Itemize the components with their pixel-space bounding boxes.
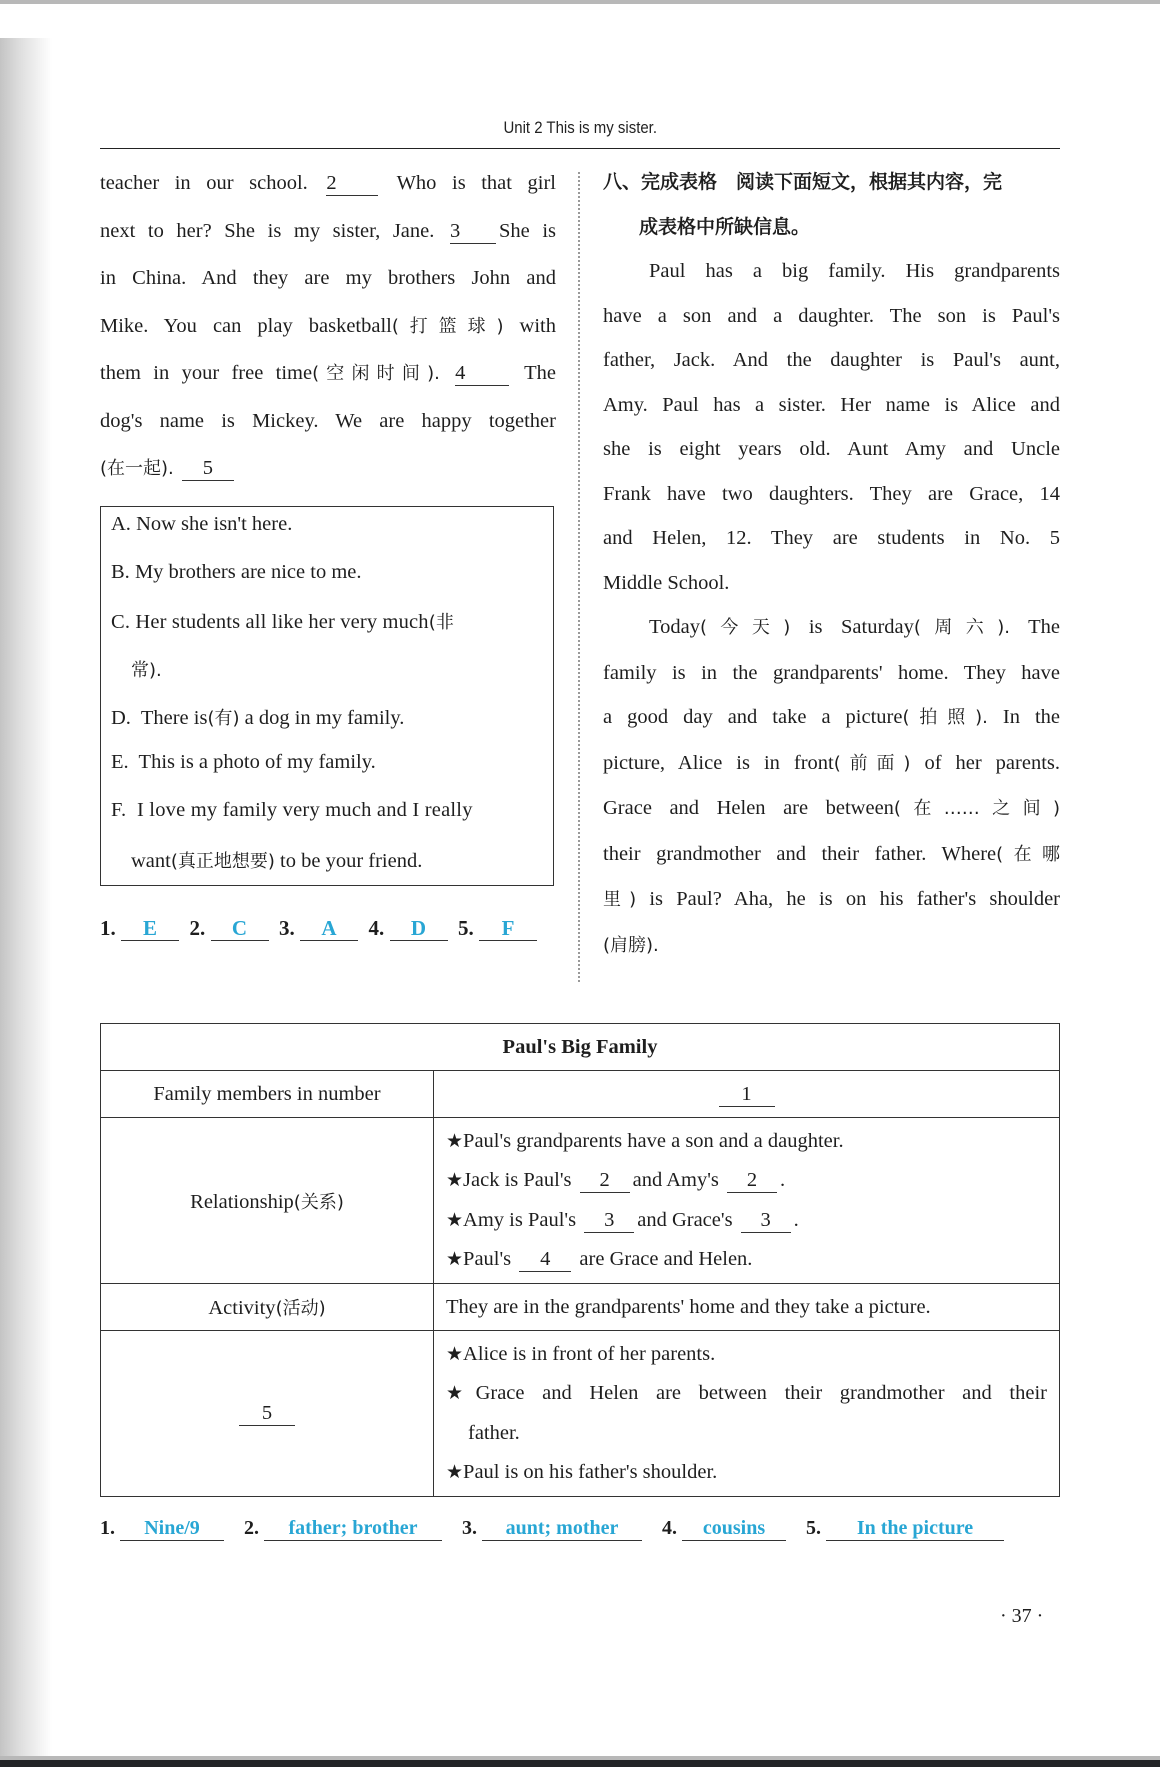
row-value	[434, 1331, 1060, 1497]
passage-line: Mike. You can play basketball(打篮球) with	[100, 314, 556, 337]
relationship-item: ★Jack is Paul's 2 and Amy's 2 .	[446, 1169, 786, 1191]
answer-row-1: 1. E 2. C 3. A 4. D 5. F	[100, 916, 537, 941]
unit-title: Unit 2 This is my sister.	[503, 118, 657, 137]
answer-value: aunt; mother	[482, 1516, 642, 1541]
table-row	[101, 1071, 1060, 1118]
blank-3: 3	[450, 219, 496, 244]
star-icon: ★	[446, 1208, 464, 1231]
position-item-cont: father.	[468, 1421, 520, 1444]
relationship-item: ★Paul's grandparents have a son and a daughter.	[446, 1129, 844, 1152]
passage-line: Paul has a big family. His grandparents	[649, 260, 1060, 282]
passage-line: in China. And they are my brothers John and	[100, 267, 556, 289]
option-d: D. There is(有) a dog in my family.	[111, 707, 405, 729]
passage-line: picture, Alice is in front(前面) of her parents.	[603, 751, 1061, 774]
answer-row-2: 1. Nine/9 2. father; brother 3. aunt; mother 4. cousins 5. In the picture	[100, 1516, 1004, 1541]
answer-value: In the picture	[826, 1516, 1004, 1541]
option-f-cont: want(真正地想要) to be your friend.	[131, 850, 423, 872]
answer-value: cousins	[682, 1516, 786, 1541]
table-row	[101, 1284, 1060, 1331]
position-item: ★Alice is in front of her parents.	[446, 1342, 716, 1365]
passage-line: them in your free time(空闲时间). 4 The	[100, 362, 556, 384]
table-caption: Paul's Big Family	[101, 1024, 1060, 1071]
blank-2: 2	[727, 1168, 777, 1193]
passage-line: have a son and a daughter. The son is Paul's	[603, 304, 1060, 327]
row-value	[434, 1071, 1060, 1118]
passage-line: next to her? She is my sister, Jane. 3 She is	[100, 219, 556, 242]
blank-4: 4	[519, 1247, 571, 1272]
blank-5: 5	[239, 1401, 295, 1426]
passage-line: Frank have two daughters. They are Grace, 14	[603, 482, 1060, 505]
family-table	[100, 1023, 1060, 1497]
answer-value: father; brother	[264, 1516, 442, 1541]
passage-line: she is eight years old. Aunt Amy and Uncle	[603, 438, 1060, 460]
blank-4: 4	[455, 361, 509, 386]
page-header	[100, 118, 1060, 138]
passage-line: Amy. Paul has a sister. Her name is Alice and	[603, 393, 1060, 416]
star-icon: ★	[446, 1169, 464, 1191]
passage-line: their grandmother and their father. Where(在哪	[603, 842, 1060, 865]
relationship-item: ★Amy is Paul's 3 and Grace's 3 .	[446, 1208, 799, 1231]
passage-line: (肩膀).	[603, 934, 659, 956]
header-rule	[100, 148, 1060, 149]
passage-line: (在一起). 5	[100, 445, 556, 493]
table-row	[101, 1118, 1060, 1284]
relationship-item: ★Paul's 4 are Grace and Helen.	[446, 1248, 753, 1270]
section-heading: 八、完成表格 阅读下面短文，根据其内容，完	[603, 171, 1003, 193]
passage-line: family is in the grandparents' home. They have	[603, 661, 1060, 684]
option-e: E. This is a photo of my family.	[111, 751, 376, 773]
answer-value: A	[300, 916, 358, 941]
answer-value: Nine/9	[120, 1516, 224, 1541]
section-heading-cont: 成表格中所缺信息。	[639, 215, 811, 238]
page-number: · 37 ·	[1000, 1605, 1044, 1627]
answer-value: C	[211, 916, 269, 941]
passage-line: dog's name is Mickey. We are happy together	[100, 409, 556, 432]
passage-line: and Helen, 12. They are students in No. 5	[603, 527, 1060, 549]
answer-value: E	[121, 916, 179, 941]
row-value: They are in the grandparents' home and they take a picture.	[434, 1284, 1060, 1331]
blank-5: 5	[182, 456, 234, 481]
blank-3: 3	[741, 1208, 791, 1233]
options-box	[100, 506, 554, 886]
row-label: Relationship(关系)	[101, 1118, 434, 1284]
section-8	[603, 160, 1060, 968]
passage-line: 里) is Paul? Aha, he is on his father's shoulder	[603, 888, 1060, 910]
passage-line: a good day and take a picture(拍照). In the	[603, 706, 1060, 728]
option-c-cont: 常).	[131, 660, 162, 681]
answer-value: D	[390, 916, 448, 941]
left-passage	[100, 160, 556, 493]
option-a: A. Now she isn't here.	[111, 513, 293, 535]
star-icon: ★	[446, 1129, 464, 1152]
blank-2: 2	[580, 1168, 630, 1193]
page-edge-shadow	[0, 38, 52, 1758]
passage-line: father, Jack. And the daughter is Paul's aunt,	[603, 349, 1060, 371]
passage-line: Middle School.	[603, 571, 730, 594]
position-item: ★Paul is on his father's shoulder.	[446, 1461, 718, 1483]
option-b: B. My brothers are nice to me.	[111, 561, 362, 583]
position-item: ★Grace and Helen are between their grandmother and their	[446, 1382, 1047, 1404]
viewer-top-bar	[0, 0, 1160, 4]
viewer-bottom-bar	[0, 1756, 1160, 1767]
row-label: Activity(活动)	[101, 1284, 434, 1331]
passage-line: teacher in our school. 2 Who is that girl	[100, 172, 557, 194]
star-icon: ★	[446, 1248, 464, 1270]
row-label	[101, 1331, 434, 1497]
answer-value: F	[479, 916, 537, 941]
row-label: Family members in number	[101, 1071, 434, 1118]
table-row	[101, 1331, 1060, 1497]
star-icon: ★	[446, 1382, 476, 1404]
option-c: C. Her students all like her very much(非	[111, 611, 455, 633]
blank-3: 3	[584, 1208, 634, 1233]
row-value	[434, 1118, 1060, 1284]
blank-1: 1	[719, 1082, 775, 1107]
star-icon: ★	[446, 1461, 464, 1483]
passage-line: Grace and Helen are between(在……之间)	[603, 797, 1060, 819]
column-divider	[578, 172, 580, 982]
star-icon: ★	[446, 1342, 464, 1365]
passage-line: Today(今天) is Saturday(周六). The	[649, 616, 1060, 638]
blank-2: 2	[326, 171, 378, 196]
option-f: F. I love my family very much and I really	[111, 799, 473, 821]
